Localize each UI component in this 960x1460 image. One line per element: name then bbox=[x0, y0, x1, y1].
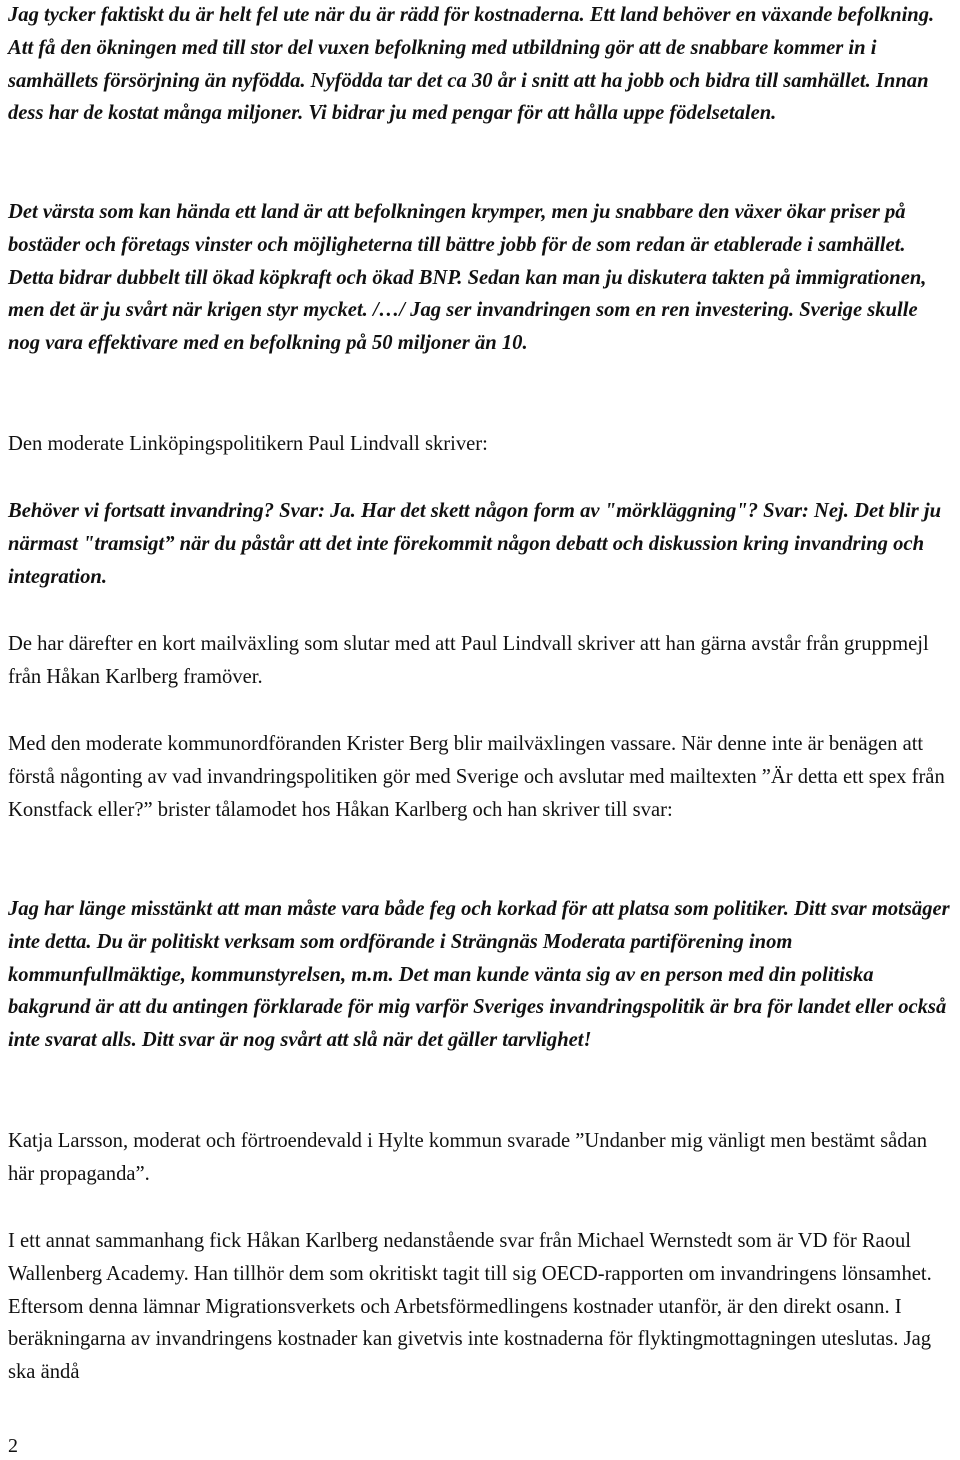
body-paragraph: De har därefter en kort mailväxling som slutar med att Paul Lindvall skriver att han gärna avstår från gruppmejl från Håkan Karlberg framöver. bbox=[8, 633, 929, 688]
body-paragraph: Den moderate Linköpingspolitikern Paul Lindvall skriver: bbox=[8, 433, 488, 455]
page-number: 2 bbox=[8, 1435, 18, 1457]
body-paragraph: I ett annat sammanhang fick Håkan Karlberg nedanstående svar från Michael Wernstedt som är VD för Raoul Wallenberg Academy. Han tillhör dem som okritiskt tagit till sig OECD-rapporten om invandringens lönsamhet. Eftersom denna lämnar Migrationsverkets och Arbetsförmedlingens kostnader utanför, är den direkt osann. I beräkningarna av invandringens kostnader kan givetvis inte kostnaderna för flyktingmottagningen uteslutas. Jag ska ändå bbox=[8, 1230, 932, 1384]
quote-paragraph: Det värsta som kan hända ett land är att befolkningen krymper, men ju snabbare den växer ökar priser på bostäder och företags vinster och möjligheterna till bättre jobb för de som redan är etablerade i samhället. Detta bidrar dubbelt till ökad köpkraft och ökad BNP. Sedan kan man ju diskutera takten på immigrationen, men det är ju svårt när krigen styr mycket. /…/ Jag ser invandringen som en ren investering. Sverige skulle nog vara effektivare med en befolkning på 50 miljoner än 10. bbox=[8, 201, 927, 355]
quote-paragraph: Behöver vi fortsatt invandring? Svar: Ja. Har det skett någon form av "mörkläggning"? Svar: Nej. Det blir ju närmast "tramsigt” när du påstår att det inte förekommit någon debatt och diskussion kring invandring och integration. bbox=[8, 500, 942, 588]
quote-paragraph: Jag har länge misstänkt att man måste vara både feg och korkad för att platsa som politiker. Ditt svar motsäger inte detta. Du är politiskt verksam som ordförande i Strängnäs Moderata partiförening inom kommunfullmäktige, kommunstyrelsen, m.m. Det man kunde vänta sig av en person med din politiska bakgrund är att du antingen förklarade för mig varför Sveriges invandringspolitik är bra för landet eller också inte svarat alls. Ditt svar är nog svårt att slå när det gäller tarvlighet! bbox=[8, 898, 950, 1052]
body-paragraph: Med den moderate kommunordföranden Krister Berg blir mailväxlingen vassare. När denne inte är benägen att förstå någonting av vad invandringspolitiken gör med Sverige och avslutar med mailtexten ”Är detta ett spex från Konstfack eller?” brister tålamodet hos Håkan Karlberg och han skriver till svar: bbox=[8, 733, 945, 821]
quote-paragraph: Jag tycker faktiskt du är helt fel ute när du är rädd för kostnaderna. Ett land behöver en växande befolkning. Att få den ökningen med till stor del vuxen befolkning med utbildning gör att de snabbare kommer in i samhällets försörjning än nyfödda. Nyfödda tar det ca 30 år i snitt att ha jobb och bidra till samhället. Innan dess har de kostat många miljoner. Vi bidrar ju med pengar för att hålla uppe födelsetalen. bbox=[8, 4, 935, 125]
body-paragraph: Katja Larsson, moderat och förtroendevald i Hylte kommun svarade ”Undanber mig vänligt men bestämt sådan här propaganda”. bbox=[8, 1130, 928, 1185]
